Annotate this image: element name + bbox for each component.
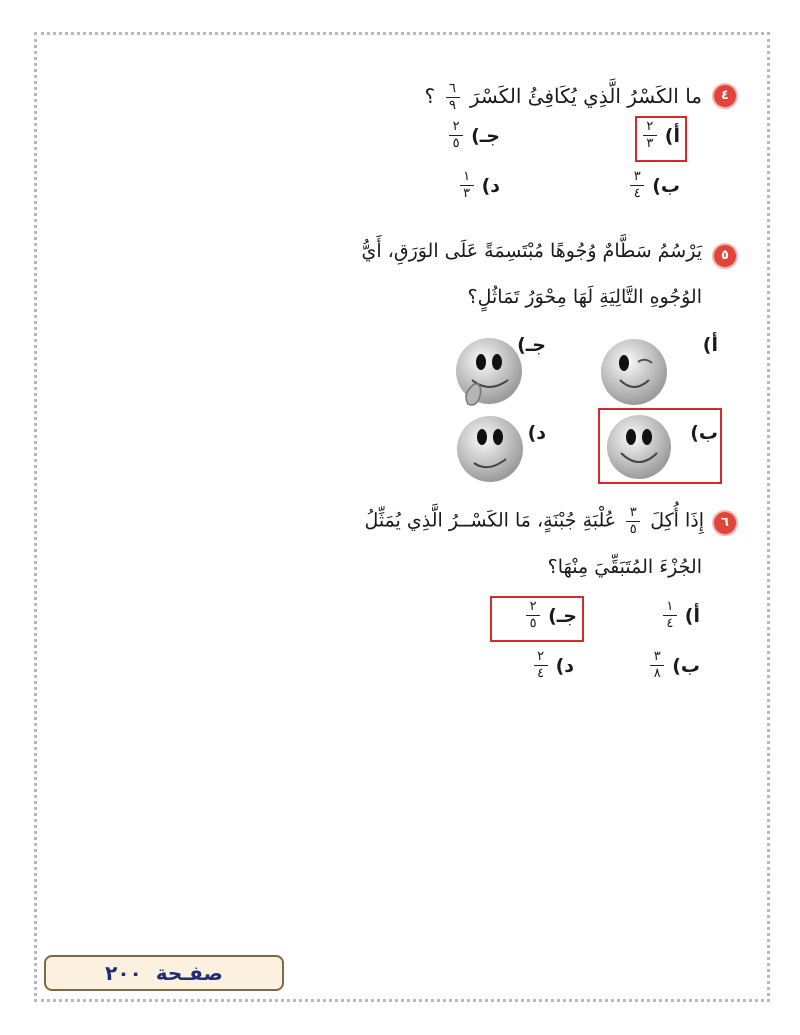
question-number-badge: ٦	[712, 510, 738, 536]
question-number-badge: ٥	[712, 243, 738, 269]
page-number-tab	[44, 955, 284, 991]
option-c[interactable]: جـ) $\frac{٢}{٥}$	[526, 600, 577, 631]
option-a[interactable]: أ)	[702, 334, 718, 356]
question-number-badge: ٤	[712, 83, 738, 109]
option-c[interactable]: جـ)	[517, 334, 546, 356]
tongue-out-face-icon	[452, 336, 524, 412]
option-d[interactable]: د)	[527, 422, 546, 444]
question-fraction: $\frac{٦}{٩}$	[446, 82, 460, 113]
lopsided-smile-face-icon	[454, 413, 526, 485]
question-fraction: $\frac{٣}{٥}$	[626, 506, 640, 537]
option-b[interactable]: ب) $\frac{٣}{٤}$	[630, 170, 680, 201]
question-text-line2: الجُزْءَ المُتَبَقِّيَ مِنْهَا؟	[547, 556, 702, 578]
page-label: صفـحة	[155, 961, 223, 985]
symmetric-smiley-face-icon	[604, 413, 674, 481]
option-b[interactable]: ب)	[690, 422, 718, 444]
option-a[interactable]: أ) $\frac{١}{٤}$	[663, 600, 700, 631]
page-number: ٢٠٠	[105, 961, 142, 985]
option-b[interactable]: ب) $\frac{٣}{٨}$	[650, 650, 700, 681]
option-d[interactable]: د) $\frac{٢}{٤}$	[534, 650, 574, 681]
option-d[interactable]: د) $\frac{١}{٣}$	[460, 170, 500, 201]
question-text-line2: الوُجُوهِ التَّالِيَةِ لَهَا مِحْوَرُ تَمَاثُلٍ؟	[467, 286, 702, 308]
winking-face-icon	[598, 336, 670, 408]
question-text-line1: يَرْسُمُ سَطَّامٌ وُجُوهًا مُبْتَسِمَةً عَلَى الوَرَقِ، أَيُّ	[361, 240, 702, 262]
question-text: ما الكَسْرُ الَّذِي يُكَافِئُ الكَسْرَ $\frac{٦}{٩}$ ؟	[424, 81, 702, 113]
option-a[interactable]: أ) $\frac{٢}{٣}$	[643, 120, 680, 151]
option-c[interactable]: جـ) $\frac{٢}{٥}$	[449, 120, 500, 151]
question-text-line1: إِذَا أُكِلَ $\frac{٣}{٥}$ عُلْبَةِ جُبْنَةٍ، مَا الكَسْــرُ الَّذِي يُمَثِّلُ	[364, 505, 704, 537]
